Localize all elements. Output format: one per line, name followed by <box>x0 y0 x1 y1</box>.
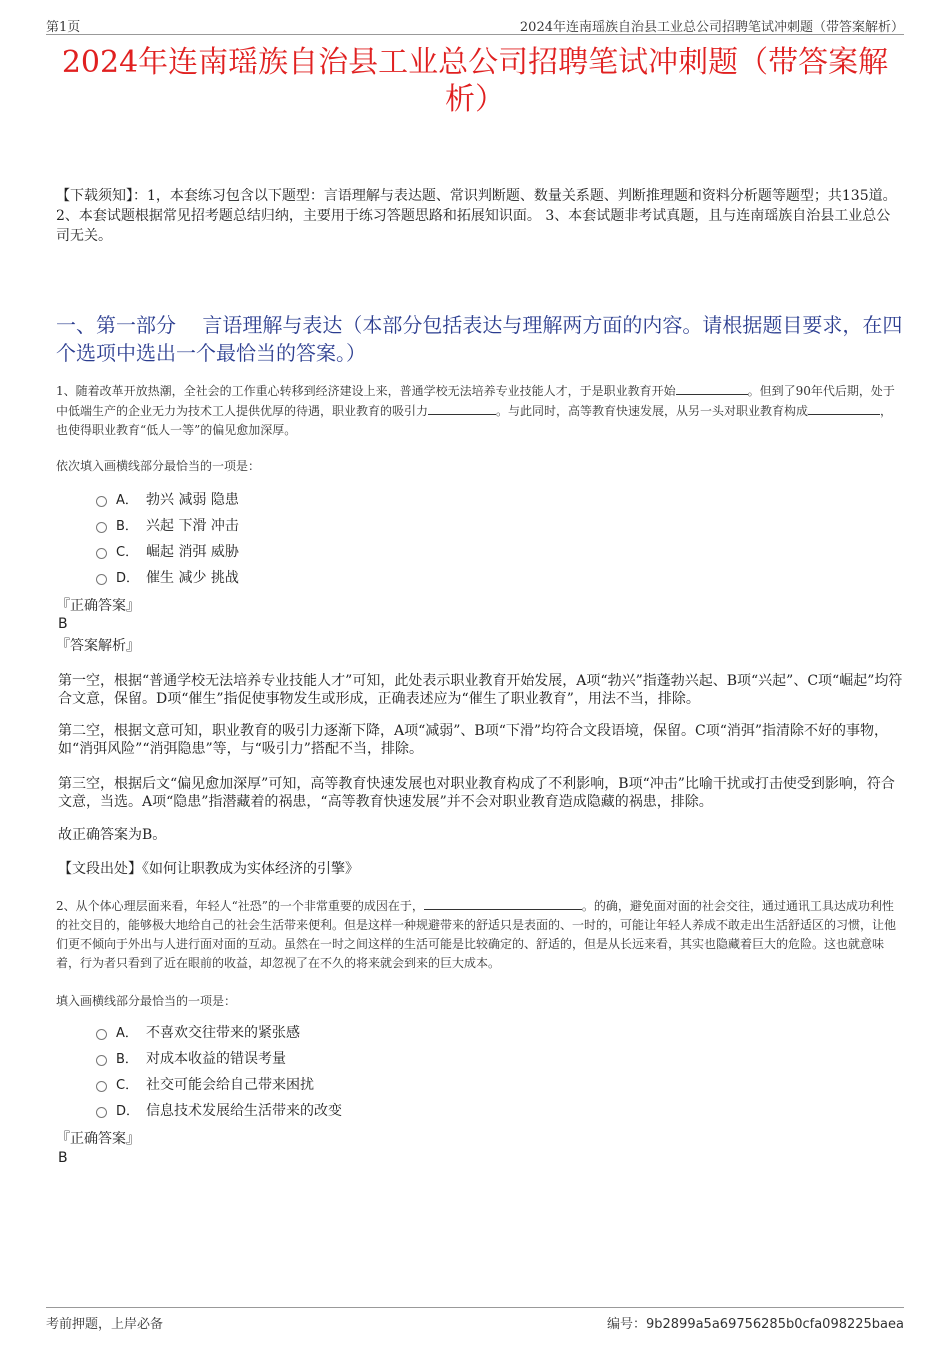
stem-text: 。但到了90年代后期，处于中低端生产的企业无力为技术工人提供优厚的待遇，职业教育的吸引力 <box>56 384 895 418</box>
analysis-paragraph-3: 第三空，根据后文“偏见愈加深厚”可知，高等教育快速发展也对职业教育构成了不利影响，B项“冲击”比喻干扰或打击使受到影响，符合文意，当选。A项“隐患”指潜藏着的祸患，“高等教育快速发展”并不会对职业教育造成隐藏的祸患，排除。 <box>58 776 895 810</box>
option-letter: B． <box>116 519 138 534</box>
blank-line <box>424 896 582 910</box>
option-text: 社交可能会给自己带来困扰 <box>146 1077 314 1093</box>
document-code-label: 编号： <box>606 1317 646 1332</box>
stem-text: 。与此同时，高等教育快速发展，从另一头对职业教育构成 <box>496 404 809 418</box>
option-a[interactable] <box>96 1020 342 1046</box>
question-2 <box>56 896 904 1166</box>
option-letter: C． <box>116 545 139 560</box>
question-2-prompt: 填入画横线部分最恰当的一项是： <box>56 994 237 1008</box>
download-notice: 【下载须知】：1，本套练习包含以下题型：言语理解与表达题、常识判断题、数量关系题、判断推理题和资料分析题等题型；共135道。 2、本套试题根据常见招考题总结归纳，主要用于练习答题思路和拓展知识面。 3、本套试题非考试真题，且与连南瑶族自治县工业总公司无关。 <box>56 188 897 244</box>
blank-line <box>676 381 748 395</box>
option-text: 信息技术发展给生活带来的改变 <box>146 1103 342 1119</box>
question-1-options <box>96 487 239 591</box>
passage-source: 【文段出处】《如何让职教成为实体经济的引擎》 <box>58 861 359 877</box>
stem-text: 。的确，避免面对面的社会交往，通过通讯工具达成功利性的社交目的，能够极大地给自己的社会生活带来便利。但是这样一种规避带来的舒适只是表面的、一时的，可能让年轻人养成不敢走出生活舒适区的习惯，让他们更不倾向于外出与人进行面对面的互动。虽然在一时之间这样的生活可能是比较确定的、舒适的，但是从长远来看，其实也隐藏着巨大的危险。这也就意味着，行为者只看到了近在眼前的收益，却忽视了在不久的将来就会到来的巨大成本。 <box>56 899 897 970</box>
option-text: 崛起 消弭 威胁 <box>146 544 239 560</box>
analysis-conclusion: 故正确答案为B。 <box>58 827 167 843</box>
stem-text: 2、从个体心理层面来看，年轻人“社恐”的一个非常重要的成因在于， <box>56 899 424 913</box>
option-letter: C． <box>116 1078 139 1093</box>
question-1 <box>56 381 904 877</box>
option-letter: A． <box>116 493 138 508</box>
option-d[interactable] <box>96 1098 342 1124</box>
option-letter: A． <box>116 1026 138 1041</box>
blank-line <box>428 401 496 415</box>
question-2-options <box>96 1020 342 1124</box>
option-d[interactable] <box>96 565 239 591</box>
analysis-paragraph-1: 第一空，根据“普通学校无法培养专业技能人才”可知，此处表示职业教育开始发展，A项“勃兴”指蓬勃兴起、B项“兴起”、C项“崛起”均符合文意，保留。D项“催生”指促使事物发生或形成，正确表述应为“催生了职业教育”，用法不当，排除。 <box>58 673 903 707</box>
option-a[interactable] <box>96 487 239 513</box>
option-b[interactable] <box>96 1046 342 1072</box>
option-letter: D． <box>116 571 140 586</box>
correct-answer-value: B <box>58 616 68 632</box>
section-title: 一、第一部分 言语理解与表达（本部分包括表达与理解两方面的内容。请根据题目要求，在四个选项中选出一个最恰当的答案。） <box>56 313 903 365</box>
page-number: 第1页 <box>46 20 81 35</box>
correct-answer-value: B <box>58 1150 68 1166</box>
option-text: 不喜欢交往带来的紧张感 <box>146 1025 300 1041</box>
radio-icon[interactable] <box>96 1081 107 1092</box>
radio-icon[interactable] <box>96 1055 107 1066</box>
option-text: 对成本收益的错误考量 <box>146 1051 286 1067</box>
radio-icon[interactable] <box>96 548 107 559</box>
question-1-stem <box>56 381 904 440</box>
radio-icon[interactable] <box>96 1107 107 1118</box>
option-letter: D． <box>116 1104 140 1119</box>
analysis-paragraph-2: 第二空，根据文意可知，职业教育的吸引力逐渐下降，A项“减弱”、B项“下滑”均符合文段语境，保留。C项“消弭”指清除不好的事物，如“消弭风险”“消弭隐患”等，与“吸引力”搭配不当，排除。 <box>58 723 889 757</box>
page-footer <box>46 1307 904 1330</box>
blank-line <box>808 401 880 415</box>
option-letter: B． <box>116 1052 138 1067</box>
page-header <box>46 14 904 35</box>
question-1-prompt: 依次填入画横线部分最恰当的一项是： <box>56 459 261 473</box>
analysis-label: 『答案解析』 <box>56 638 140 654</box>
document-code <box>607 1313 904 1332</box>
stem-text: 1、随着改革开放热潮，全社会的工作重心转移到经济建设上来，普通学校无法培养专业技能人才，于是职业教育开始 <box>56 384 676 398</box>
stem-text: ，也使得职业教育“低人一等”的偏见愈加深厚。 <box>56 404 893 437</box>
option-text: 勃兴 减弱 隐患 <box>146 492 239 508</box>
radio-icon[interactable] <box>96 522 107 533</box>
question-2-stem <box>56 896 904 973</box>
correct-answer-label: 『正确答案』 <box>56 598 140 614</box>
option-text: 催生 减少 挑战 <box>146 570 239 586</box>
footer-slogan: 考前押题，上岸必备 <box>46 1317 164 1332</box>
document-title: 2024年连南瑶族自治县工业总公司招聘笔试冲刺题（带答案解析） <box>61 45 889 117</box>
option-c[interactable] <box>96 1072 342 1098</box>
option-b[interactable] <box>96 513 239 539</box>
radio-icon[interactable] <box>96 496 107 507</box>
radio-icon[interactable] <box>96 574 107 585</box>
header-doc-title: 2024年连南瑶族自治县工业总公司招聘笔试冲刺题（带答案解析） <box>519 20 904 35</box>
option-text: 兴起 下滑 冲击 <box>146 518 239 534</box>
correct-answer-label: 『正确答案』 <box>56 1131 140 1147</box>
option-c[interactable] <box>96 539 239 565</box>
document-code-value: 9b2899a5a69756285b0cfa098225baea <box>645 1317 904 1332</box>
radio-icon[interactable] <box>96 1029 107 1040</box>
